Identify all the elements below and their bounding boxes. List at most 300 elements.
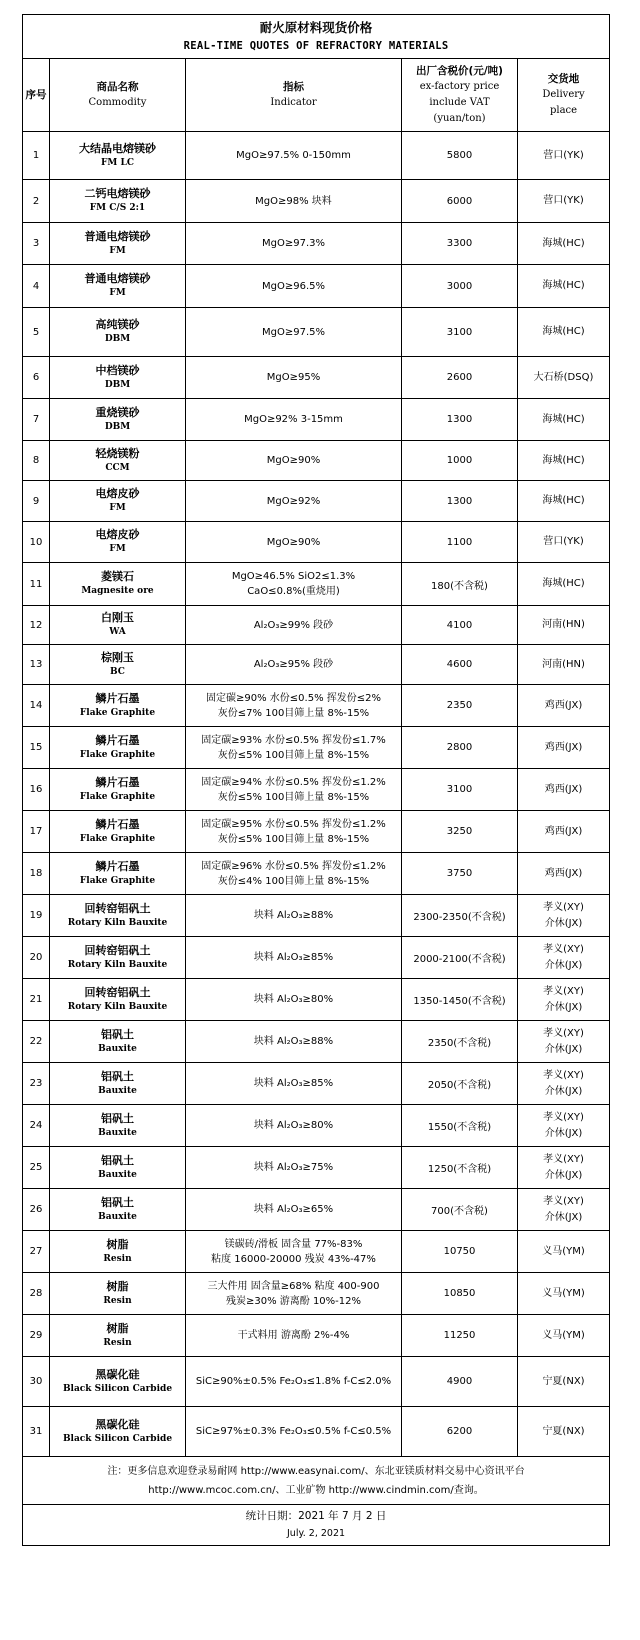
commodity-en: Flake Graphite bbox=[79, 749, 156, 760]
indicator-line1: MgO≥90% bbox=[266, 536, 321, 548]
row-number: 29 bbox=[23, 1315, 50, 1357]
header-price-en3: (yuan/ton) bbox=[433, 113, 486, 124]
price-cell: 2000-2100(不含税) bbox=[402, 937, 518, 979]
place-line1: 河南(HN) bbox=[542, 619, 585, 630]
table-row bbox=[23, 1315, 610, 1357]
table-row bbox=[23, 1407, 610, 1457]
header-place-en2: place bbox=[549, 105, 578, 116]
row-number: 21 bbox=[23, 979, 50, 1021]
row-number: 27 bbox=[23, 1231, 50, 1273]
commodity-cell bbox=[50, 1231, 186, 1273]
place-line1: 海城(HC) bbox=[542, 237, 585, 249]
place-line1: 鸡西(JX) bbox=[544, 783, 583, 795]
header-price-en2: include VAT bbox=[429, 97, 490, 108]
header-indicator-en: Indicator bbox=[270, 97, 317, 108]
footer-stat bbox=[23, 1505, 610, 1546]
indicator-line2: 灰份≤7% 100目筛上量 8%-15% bbox=[217, 707, 370, 719]
commodity-zh: 电熔皮砂 bbox=[95, 487, 140, 500]
place-cell bbox=[518, 308, 610, 357]
table-row bbox=[23, 399, 610, 441]
indicator-cell bbox=[186, 1231, 402, 1273]
indicator-line1: SiC≥97%±0.3% Fe₂O₃≤0.5% f-C≤0.5% bbox=[195, 1426, 392, 1437]
price-cell: 3250 bbox=[402, 811, 518, 853]
commodity-zh: 回转窑铝矾土 bbox=[84, 985, 151, 999]
commodity-zh: 电熔皮砂 bbox=[95, 528, 140, 541]
commodity-en: Flake Graphite bbox=[79, 833, 156, 844]
place-cell bbox=[518, 1147, 610, 1189]
indicator-cell bbox=[186, 853, 402, 895]
place-line1: 海城(HC) bbox=[542, 280, 585, 291]
indicator-line2: 粘度 16000-20000 残炭 43%-47% bbox=[211, 1253, 376, 1265]
price-cell: 2800 bbox=[402, 727, 518, 769]
price-cell: 1300 bbox=[402, 399, 518, 441]
commodity-cell bbox=[50, 522, 186, 563]
place-line1: 大石桥(DSQ) bbox=[533, 371, 594, 383]
place-cell bbox=[518, 441, 610, 481]
indicator-line1: 固定碳≥96% 水份≤0.5% 挥发份≤1.2% bbox=[201, 860, 386, 872]
commodity-zh: 铝矾土 bbox=[101, 1153, 134, 1167]
place-line1: 孝义(XY) bbox=[543, 1195, 584, 1207]
commodity-cell bbox=[50, 481, 186, 522]
indicator-cell bbox=[186, 645, 402, 685]
price-cell: 2350 bbox=[402, 685, 518, 727]
price-cell: 2350(不含税) bbox=[402, 1021, 518, 1063]
footer-stat-row bbox=[23, 1505, 610, 1546]
price-cell: 2300-2350(不含税) bbox=[402, 895, 518, 937]
commodity-en: Resin bbox=[103, 1295, 132, 1306]
price-cell: 3000 bbox=[402, 265, 518, 308]
header-indicator bbox=[186, 59, 402, 132]
commodity-en: Bauxite bbox=[98, 1169, 137, 1180]
place-cell bbox=[518, 853, 610, 895]
commodity-cell bbox=[50, 441, 186, 481]
place-line2: 介休(JX) bbox=[544, 1169, 583, 1181]
table-row bbox=[23, 132, 610, 180]
indicator-cell bbox=[186, 937, 402, 979]
place-line1: 鸡西(JX) bbox=[544, 699, 583, 711]
place-cell bbox=[518, 1063, 610, 1105]
table-row bbox=[23, 1147, 610, 1189]
table-row bbox=[23, 563, 610, 606]
indicator-cell bbox=[186, 685, 402, 727]
indicator-cell bbox=[186, 441, 402, 481]
indicator-cell bbox=[186, 769, 402, 811]
table-row bbox=[23, 811, 610, 853]
indicator-line1: 块料 Al₂O₃≥80% bbox=[253, 1120, 334, 1131]
commodity-en: DBM bbox=[104, 379, 131, 390]
commodity-en: Rotary Kiln Bauxite bbox=[67, 959, 168, 970]
place-cell bbox=[518, 937, 610, 979]
commodity-cell bbox=[50, 937, 186, 979]
commodity-en: CCM bbox=[105, 462, 130, 473]
commodity-zh: 二钙电熔镁砂 bbox=[84, 187, 151, 200]
price-cell: 4600 bbox=[402, 645, 518, 685]
row-number: 28 bbox=[23, 1273, 50, 1315]
indicator-cell bbox=[186, 1147, 402, 1189]
price-cell: 3100 bbox=[402, 308, 518, 357]
place-line1: 海城(HC) bbox=[542, 578, 585, 589]
table-row bbox=[23, 1105, 610, 1147]
commodity-cell bbox=[50, 265, 186, 308]
commodity-en: Black Silicon Carbide bbox=[62, 1383, 173, 1394]
indicator-line1: 镁碳砖/滑板 固含量 77%-83% bbox=[224, 1238, 363, 1250]
table-row bbox=[23, 606, 610, 645]
commodity-en: Rotary Kiln Bauxite bbox=[67, 1001, 168, 1012]
indicator-line1: 固定碳≥90% 水份≤0.5% 挥发份≤2% bbox=[206, 692, 381, 704]
place-line1: 海城(HC) bbox=[542, 495, 585, 506]
price-cell: 10750 bbox=[402, 1231, 518, 1273]
commodity-zh: 回转窑铝矾土 bbox=[84, 943, 151, 957]
indicator-line1: MgO≥92% 3-15mm bbox=[244, 414, 343, 425]
indicator-cell bbox=[186, 1357, 402, 1407]
indicator-line1: 固定碳≥93% 水份≤0.5% 挥发份≤1.7% bbox=[201, 734, 386, 746]
indicator-line2: CaO≤0.8%(重烧用) bbox=[247, 586, 340, 597]
indicator-line1: 块料 Al₂O₃≥65% bbox=[253, 1204, 334, 1215]
indicator-cell bbox=[186, 1407, 402, 1457]
place-cell bbox=[518, 563, 610, 606]
place-cell bbox=[518, 1021, 610, 1063]
commodity-zh: 铝矾土 bbox=[101, 1195, 134, 1209]
place-cell bbox=[518, 265, 610, 308]
row-number: 17 bbox=[23, 811, 50, 853]
header-row bbox=[23, 59, 610, 132]
commodity-zh: 中档镁砂 bbox=[95, 363, 140, 377]
row-number: 4 bbox=[23, 265, 50, 308]
indicator-line1: MgO≥46.5% SiO2≤1.3% bbox=[231, 571, 356, 582]
table-row bbox=[23, 895, 610, 937]
price-cell: 1100 bbox=[402, 522, 518, 563]
commodity-en: Bauxite bbox=[98, 1043, 137, 1054]
commodity-zh: 轻烧镁粉 bbox=[95, 446, 140, 460]
place-line1: 海城(HC) bbox=[542, 413, 585, 425]
commodity-en: Black Silicon Carbide bbox=[62, 1433, 173, 1444]
commodity-zh: 铝矾土 bbox=[101, 1111, 134, 1125]
indicator-line1: MgO≥97.5% 0-150mm bbox=[236, 150, 351, 161]
place-cell bbox=[518, 1407, 610, 1457]
place-line1: 鸡西(JX) bbox=[544, 741, 583, 753]
indicator-line1: 块料 Al₂O₃≥85% bbox=[253, 952, 334, 963]
commodity-cell bbox=[50, 606, 186, 645]
row-number: 15 bbox=[23, 727, 50, 769]
title-zh: 耐火原材料现货价格 bbox=[259, 19, 373, 35]
price-cell: 1300 bbox=[402, 481, 518, 522]
price-cell: 1000 bbox=[402, 441, 518, 481]
row-number: 12 bbox=[23, 606, 50, 645]
place-cell bbox=[518, 645, 610, 685]
commodity-zh: 鳞片石墨 bbox=[95, 775, 140, 789]
indicator-line1: MgO≥98% 块料 bbox=[255, 195, 332, 207]
row-number: 16 bbox=[23, 769, 50, 811]
place-line2: 介休(JX) bbox=[544, 917, 583, 929]
commodity-en: Flake Graphite bbox=[79, 875, 156, 886]
price-cell: 1550(不含税) bbox=[402, 1105, 518, 1147]
price-cell: 5800 bbox=[402, 132, 518, 180]
indicator-cell bbox=[186, 811, 402, 853]
row-number: 18 bbox=[23, 853, 50, 895]
row-number: 5 bbox=[23, 308, 50, 357]
place-line1: 海城(HC) bbox=[542, 454, 585, 466]
table-title bbox=[23, 15, 610, 59]
indicator-cell bbox=[186, 1021, 402, 1063]
table-row bbox=[23, 1357, 610, 1407]
indicator-cell bbox=[186, 1273, 402, 1315]
place-line1: 孝义(XY) bbox=[543, 985, 584, 997]
indicator-cell bbox=[186, 979, 402, 1021]
table-row bbox=[23, 1021, 610, 1063]
commodity-cell bbox=[50, 132, 186, 180]
price-cell: 3100 bbox=[402, 769, 518, 811]
commodity-cell bbox=[50, 1147, 186, 1189]
indicator-cell bbox=[186, 606, 402, 645]
commodity-cell bbox=[50, 1315, 186, 1357]
table-row bbox=[23, 979, 610, 1021]
table-row bbox=[23, 265, 610, 308]
place-line1: 河南(HN) bbox=[542, 658, 585, 670]
price-cell: 1350-1450(不含税) bbox=[402, 979, 518, 1021]
price-cell: 3750 bbox=[402, 853, 518, 895]
title-en: REAL-TIME QUOTES OF REFRACTORY MATERIALS bbox=[183, 39, 449, 52]
commodity-cell bbox=[50, 769, 186, 811]
table-row bbox=[23, 853, 610, 895]
place-cell bbox=[518, 1105, 610, 1147]
indicator-line1: 块料 Al₂O₃≥88% bbox=[253, 910, 334, 921]
place-cell bbox=[518, 1357, 610, 1407]
place-cell bbox=[518, 1189, 610, 1231]
header-place-en1: Delivery bbox=[542, 89, 585, 100]
commodity-cell bbox=[50, 308, 186, 357]
indicator-line1: SiC≥90%±0.5% Fe₂O₃≤1.8% f-C≤2.0% bbox=[195, 1376, 392, 1387]
commodity-en: DBM bbox=[104, 421, 131, 432]
indicator-cell bbox=[186, 1189, 402, 1231]
row-number: 24 bbox=[23, 1105, 50, 1147]
commodity-en: Bauxite bbox=[98, 1127, 137, 1138]
place-line2: 介休(JX) bbox=[544, 1043, 583, 1055]
footer-note-line2: http://www.mcoc.com.cn/、工业矿物 http://www.cindmin.com/查询。 bbox=[148, 1484, 484, 1496]
indicator-line2: 灰份≤5% 100目筛上量 8%-15% bbox=[217, 749, 370, 761]
place-cell bbox=[518, 223, 610, 265]
commodity-zh: 白刚玉 bbox=[101, 611, 134, 624]
row-number: 11 bbox=[23, 563, 50, 606]
indicator-line1: Al₂O₃≥95% 段砂 bbox=[253, 659, 334, 670]
commodity-zh: 大结晶电熔镁砂 bbox=[79, 141, 156, 155]
commodity-cell bbox=[50, 357, 186, 399]
place-line1: 孝义(XY) bbox=[543, 1111, 584, 1123]
commodity-zh: 鳞片石墨 bbox=[95, 817, 140, 831]
place-cell bbox=[518, 357, 610, 399]
commodity-en: Flake Graphite bbox=[79, 791, 156, 802]
commodity-en: Rotary Kiln Bauxite bbox=[67, 917, 168, 928]
commodity-en: FM LC bbox=[101, 157, 134, 168]
indicator-line2: 灰份≤5% 100目筛上量 8%-15% bbox=[217, 791, 370, 803]
commodity-zh: 普通电熔镁砂 bbox=[84, 272, 151, 285]
indicator-cell bbox=[186, 180, 402, 223]
footer-note bbox=[23, 1457, 610, 1505]
price-cell: 1250(不含税) bbox=[402, 1147, 518, 1189]
commodity-zh: 棕刚玉 bbox=[101, 650, 134, 664]
commodity-zh: 黑碳化硅 bbox=[95, 1367, 140, 1381]
price-table bbox=[22, 14, 610, 1546]
place-line1: 鸡西(JX) bbox=[544, 867, 583, 879]
place-line1: 营口(YK) bbox=[543, 149, 584, 161]
commodity-zh: 树脂 bbox=[106, 1237, 129, 1251]
commodity-en: FM C/S 2:1 bbox=[89, 203, 146, 213]
table-row bbox=[23, 481, 610, 522]
row-number: 13 bbox=[23, 645, 50, 685]
indicator-line1: 块料 Al₂O₃≥85% bbox=[253, 1078, 334, 1089]
row-number: 10 bbox=[23, 522, 50, 563]
commodity-en: FM bbox=[109, 544, 126, 554]
commodity-en: WA bbox=[109, 627, 126, 637]
place-line2: 介休(JX) bbox=[544, 1211, 583, 1223]
place-line1: 义马(YM) bbox=[542, 1245, 585, 1257]
stat-date-zh: 统计日期：2021 年 7 月 2 日 bbox=[245, 1510, 387, 1522]
row-number: 26 bbox=[23, 1189, 50, 1231]
commodity-zh: 铝矾土 bbox=[101, 1069, 134, 1083]
indicator-cell bbox=[186, 399, 402, 441]
commodity-en: Bauxite bbox=[98, 1085, 137, 1096]
commodity-cell bbox=[50, 1063, 186, 1105]
header-price-en1: ex-factory price bbox=[419, 81, 500, 92]
commodity-cell bbox=[50, 895, 186, 937]
table-row bbox=[23, 937, 610, 979]
header-place bbox=[518, 59, 610, 132]
price-cell: 11250 bbox=[402, 1315, 518, 1357]
place-cell bbox=[518, 895, 610, 937]
indicator-cell bbox=[186, 357, 402, 399]
commodity-zh: 重烧镁砂 bbox=[95, 405, 140, 419]
row-number: 19 bbox=[23, 895, 50, 937]
commodity-zh: 树脂 bbox=[106, 1321, 129, 1335]
place-line1: 孝义(XY) bbox=[543, 1153, 584, 1165]
place-line2: 介休(JX) bbox=[544, 1127, 583, 1139]
place-cell bbox=[518, 1273, 610, 1315]
indicator-line1: 块料 Al₂O₃≥80% bbox=[253, 994, 334, 1005]
table-row bbox=[23, 308, 610, 357]
table-row bbox=[23, 1231, 610, 1273]
table-row bbox=[23, 180, 610, 223]
indicator-cell bbox=[186, 895, 402, 937]
price-cell: 3300 bbox=[402, 223, 518, 265]
commodity-zh: 菱镁石 bbox=[101, 570, 134, 583]
indicator-line1: 干式料用 游离酚 2%-4% bbox=[237, 1330, 350, 1341]
commodity-en: Magnesite ore bbox=[81, 586, 154, 596]
place-line2: 介休(JX) bbox=[544, 959, 583, 971]
commodity-cell bbox=[50, 811, 186, 853]
row-number: 25 bbox=[23, 1147, 50, 1189]
commodity-zh: 普通电熔镁砂 bbox=[84, 229, 151, 243]
place-cell bbox=[518, 1315, 610, 1357]
indicator-line1: 块料 Al₂O₃≥88% bbox=[253, 1036, 334, 1047]
price-cell: 6200 bbox=[402, 1407, 518, 1457]
row-number: 23 bbox=[23, 1063, 50, 1105]
table-row bbox=[23, 769, 610, 811]
place-line1: 营口(YK) bbox=[543, 195, 584, 206]
header-commodity-zh: 商品名称 bbox=[96, 81, 139, 93]
commodity-en: Resin bbox=[103, 1337, 132, 1348]
header-price-zh: 出厂含税价(元/吨) bbox=[416, 65, 503, 77]
commodity-cell bbox=[50, 853, 186, 895]
header-commodity bbox=[50, 59, 186, 132]
indicator-line1: MgO≥97.3% bbox=[262, 238, 325, 249]
commodity-en: FM bbox=[109, 245, 126, 256]
price-cell: 6000 bbox=[402, 180, 518, 223]
commodity-cell bbox=[50, 1105, 186, 1147]
indicator-line1: 固定碳≥95% 水份≤0.5% 挥发份≤1.2% bbox=[201, 818, 386, 830]
commodity-zh: 回转窑铝矾土 bbox=[84, 901, 151, 915]
indicator-line1: MgO≥95% bbox=[266, 372, 321, 383]
place-line1: 海城(HC) bbox=[542, 326, 585, 337]
indicator-line1: MgO≥90% bbox=[266, 455, 321, 466]
header-commodity-en: Commodity bbox=[88, 97, 147, 108]
footer-note-line1: 注：更多信息欢迎登录易耐网 http://www.easynai.com/、东北亚镁质材料交易中心资讯平台 bbox=[107, 1465, 525, 1477]
place-line2: 介休(JX) bbox=[544, 1085, 583, 1097]
table-row bbox=[23, 223, 610, 265]
title-row bbox=[23, 15, 610, 59]
table-row bbox=[23, 522, 610, 563]
commodity-cell bbox=[50, 685, 186, 727]
header-place-zh: 交货地 bbox=[547, 73, 580, 85]
price-cell: 4100 bbox=[402, 606, 518, 645]
row-number: 3 bbox=[23, 223, 50, 265]
commodity-cell bbox=[50, 1189, 186, 1231]
indicator-cell bbox=[186, 1105, 402, 1147]
row-number: 6 bbox=[23, 357, 50, 399]
place-cell bbox=[518, 481, 610, 522]
header-indicator-zh: 指标 bbox=[283, 81, 304, 93]
row-number: 20 bbox=[23, 937, 50, 979]
commodity-en: DBM bbox=[104, 334, 131, 344]
footer-note-row bbox=[23, 1457, 610, 1505]
indicator-line1: Al₂O₃≥99% 段砂 bbox=[253, 619, 334, 631]
indicator-line1: MgO≥96.5% bbox=[262, 280, 325, 292]
indicator-line2: 灰份≤5% 100目筛上量 8%-15% bbox=[217, 833, 370, 845]
place-cell bbox=[518, 132, 610, 180]
table-row bbox=[23, 441, 610, 481]
place-cell bbox=[518, 399, 610, 441]
place-cell bbox=[518, 522, 610, 563]
place-line1: 孝义(XY) bbox=[543, 901, 584, 913]
commodity-cell bbox=[50, 563, 186, 606]
place-line1: 孝义(XY) bbox=[543, 1027, 584, 1039]
place-line1: 鸡西(JX) bbox=[544, 825, 583, 837]
table-row bbox=[23, 645, 610, 685]
place-line1: 宁夏(NX) bbox=[542, 1425, 585, 1437]
commodity-en: Flake Graphite bbox=[79, 707, 156, 718]
price-cell: 700(不含税) bbox=[402, 1189, 518, 1231]
place-line1: 宁夏(NX) bbox=[542, 1375, 585, 1387]
commodity-cell bbox=[50, 1407, 186, 1457]
place-line1: 营口(YK) bbox=[543, 536, 584, 547]
commodity-zh: 高纯镁砂 bbox=[95, 318, 140, 331]
commodity-zh: 黑碳化硅 bbox=[95, 1417, 140, 1431]
place-line1: 义马(YM) bbox=[542, 1287, 585, 1299]
place-line1: 义马(YM) bbox=[542, 1329, 585, 1341]
row-number: 7 bbox=[23, 399, 50, 441]
commodity-en: Bauxite bbox=[98, 1211, 137, 1222]
indicator-cell bbox=[186, 1315, 402, 1357]
commodity-cell bbox=[50, 645, 186, 685]
commodity-en: Resin bbox=[103, 1253, 132, 1264]
header-price bbox=[402, 59, 518, 132]
row-number: 22 bbox=[23, 1021, 50, 1063]
stat-date-en: July. 2, 2021 bbox=[287, 1528, 346, 1539]
row-number: 30 bbox=[23, 1357, 50, 1407]
indicator-line2: 残炭≥30% 游离酚 10%-12% bbox=[225, 1295, 362, 1307]
table-row bbox=[23, 727, 610, 769]
row-number: 2 bbox=[23, 180, 50, 223]
table-row bbox=[23, 357, 610, 399]
indicator-cell bbox=[186, 563, 402, 606]
